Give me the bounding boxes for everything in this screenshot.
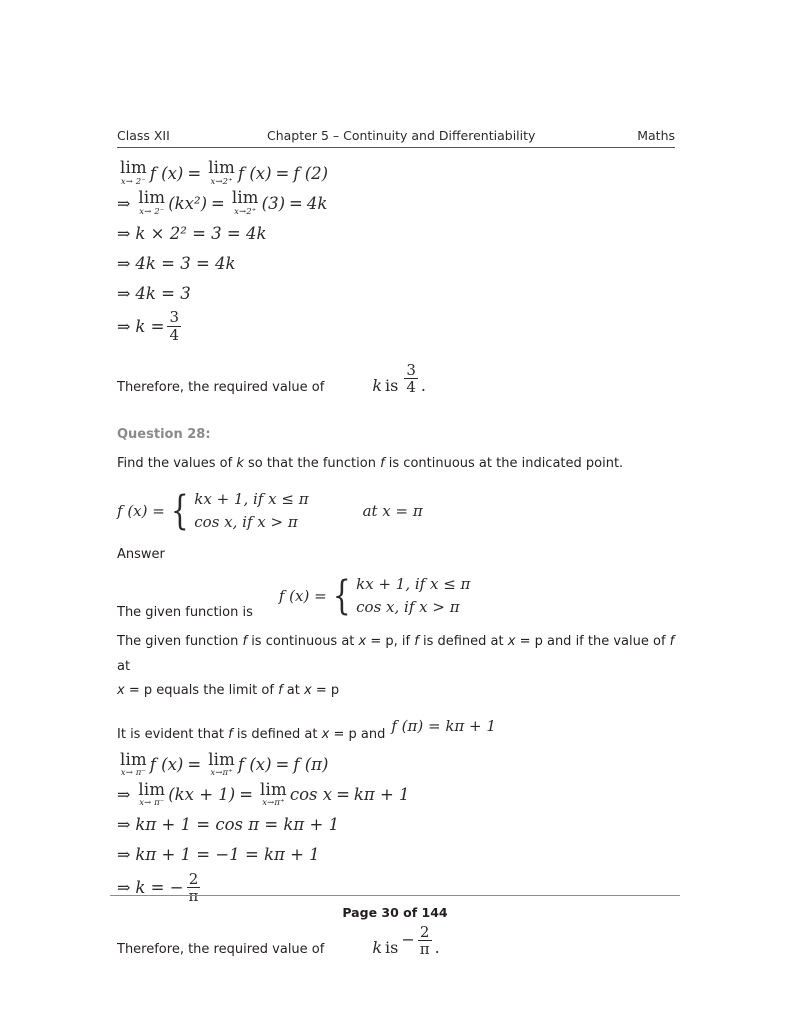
evident-c: = p and [329,726,386,742]
equation-q28-2 [117,780,687,810]
line2-b: at [282,682,304,698]
limit-result: kπ + 1 [353,785,410,805]
line1-f2: f [414,634,419,650]
equation-q28-3 [117,810,687,840]
minus-sign: − [401,929,415,949]
fraction-denominator: 4 [406,378,416,397]
case-row: cos x, if x > π [356,597,460,616]
is-word: is [385,937,399,957]
piecewise-expression [117,488,309,533]
equals-sign: = [211,193,225,213]
line2-x2: x [303,682,312,698]
prompt-var-f: f [380,456,385,472]
implies-arrow: ⇒ [117,878,131,898]
evident-a: It is evident that [117,726,229,742]
fraction-numerator: 3 [406,361,416,379]
limit-expression: (3) [261,193,286,213]
equation-lhs: k = [135,316,165,336]
conclusion-value [372,362,426,395]
line1-b: is continuous at [247,634,359,650]
line1-d: is defined at [418,634,508,650]
page-header [117,128,675,148]
case-row: kx + 1, if x ≤ π [194,490,309,509]
is-word: is [385,376,399,396]
line1-g: at [117,658,131,674]
equation-q28-5 [117,870,687,906]
evident-math: f (π) = kπ + 1 [391,716,496,735]
equals-sign: = [289,193,303,213]
question-28-heading: Question 28: [117,427,211,443]
equation-q27-5 [117,278,687,308]
line1-e: = p and if the value of [515,634,670,650]
piecewise-definition [117,488,687,533]
equation-q27-4 [117,248,687,278]
question-28-prompt [117,452,687,476]
line1-x2: x [507,634,516,650]
continuity-definition-line2 [117,679,687,703]
conclusion-text: Therefore, the required value of [117,380,325,396]
prompt-part-a: Find the values of [117,456,237,472]
left-brace-icon: { [332,572,351,619]
implies-arrow: ⇒ [117,223,131,243]
header-subject: Maths [637,128,675,143]
fraction-three-fourths [167,309,181,342]
line2-c: = p [311,682,340,698]
fraction-two-over-pi [187,871,201,904]
evaluation-point: at x = π [362,501,423,520]
line1-f1: f [242,634,248,650]
given-function-row [117,573,687,620]
implies-arrow: ⇒ [117,193,131,213]
implies-arrow: ⇒ [117,283,131,303]
evident-x: x [321,726,330,742]
function-expr: f (x) [149,163,184,183]
fraction-denominator: 4 [169,325,180,344]
line2-a: = p equals the limit of [124,682,279,698]
implies-arrow: ⇒ [117,845,131,865]
function-expr: f (x) [149,755,184,775]
conclusion-value [372,924,439,957]
line2-f: f [278,682,283,698]
limit-operator: lim x→2⁺ [231,188,259,217]
equation-q27-6 [117,308,687,344]
prompt-part-c: is continuous at the indicated point. [384,456,624,472]
case-row: cos x, if x > π [194,512,298,531]
variable-k: k [372,937,383,957]
limit-operator: lim x→ π⁻ [138,779,166,809]
fraction-denominator: π [188,887,199,906]
equals-sign: = [275,755,290,775]
limit-expression: (kx²) [168,193,208,213]
period: . [420,376,426,396]
prompt-var-k: k [236,456,244,472]
answer-label: Answer [117,547,165,563]
prompt-part-b: so that the function [243,456,381,472]
implies-arrow: ⇒ [117,316,131,336]
limit-operator: lim x→ 2⁻ [120,158,147,187]
implies-arrow: ⇒ [117,253,131,273]
q28-conclusion [117,924,687,957]
given-function-text: The given function is [117,605,253,621]
equals-sign: = [275,163,290,183]
footer-divider [110,895,680,896]
variable-k: k [372,376,383,396]
function-expr: f (x) [238,755,272,775]
equation-body: 4k = 3 = 4k [135,253,236,273]
footer-page-number: Page 30 of 144 [342,905,448,920]
function-expr: f (x) [238,163,272,183]
line2-x1: x [117,682,125,698]
cases-block [356,573,470,618]
limit-result: 4k [306,193,328,213]
fraction-numerator: 2 [188,869,199,888]
equation-q27-1 [117,158,687,188]
header-chapter: Chapter 5 – Continuity and Differentiability [267,128,536,143]
fraction-two-over-pi [418,924,432,957]
page-content [117,158,687,957]
equation-q27-2 [117,188,687,218]
case-row: kx + 1, if x ≤ π [356,575,471,594]
line1-c: = p, if [366,634,415,650]
period: . [434,937,440,957]
implies-arrow: ⇒ [117,815,131,835]
function-value: f (π) [293,755,329,775]
fraction-denominator: π [419,939,430,958]
function-value: f (2) [293,163,329,183]
equation-q27-3 [117,218,687,248]
header-class: Class XII [117,128,170,143]
limit-expression: cos x [289,785,333,805]
function-lhs: f (x) = [278,586,327,605]
equals-sign: = [336,785,350,805]
limit-operator: lim x→ 2⁻ [138,188,166,217]
conclusion-text: Therefore, the required value of [117,941,325,957]
evident-text [117,727,385,742]
line1-x1: x [358,634,367,650]
equation-lhs: k = − [135,878,184,898]
line1-f3: f [669,634,675,650]
equation-body: kπ + 1 = cos π = kπ + 1 [135,815,340,835]
evident-f: f [228,726,233,742]
equation-body: k × 2² = 3 = 4k [135,223,267,243]
piecewise-expression [279,573,471,618]
cases-block [194,488,308,533]
limit-expression: (kx + 1) [168,785,236,805]
fraction-numerator: 3 [169,308,180,327]
evident-b: is defined at [232,726,322,742]
limit-operator: lim x→2⁺ [208,158,235,187]
equals-sign: = [187,163,202,183]
equation-body: kπ + 1 = −1 = kπ + 1 [135,845,320,865]
equals-sign: = [239,785,254,805]
equals-sign: = [187,755,202,775]
evident-row [117,717,687,742]
limit-operator: lim x→ π⁻ [120,749,147,779]
equation-body: 4k = 3 [135,283,191,303]
limit-operator: lim x→π⁺ [260,779,287,809]
fraction-three-fourths [404,362,418,395]
continuity-definition-line1 [117,630,687,678]
fraction-numerator: 2 [419,922,430,941]
equation-q28-1 [117,750,687,780]
implies-arrow: ⇒ [117,785,131,805]
left-brace-icon: { [170,487,189,534]
q27-conclusion [117,362,687,395]
equation-q28-4 [117,840,687,870]
function-lhs: f (x) = [117,501,165,520]
limit-operator: lim x→π⁺ [208,749,235,779]
line1-a: The given function [117,634,243,650]
